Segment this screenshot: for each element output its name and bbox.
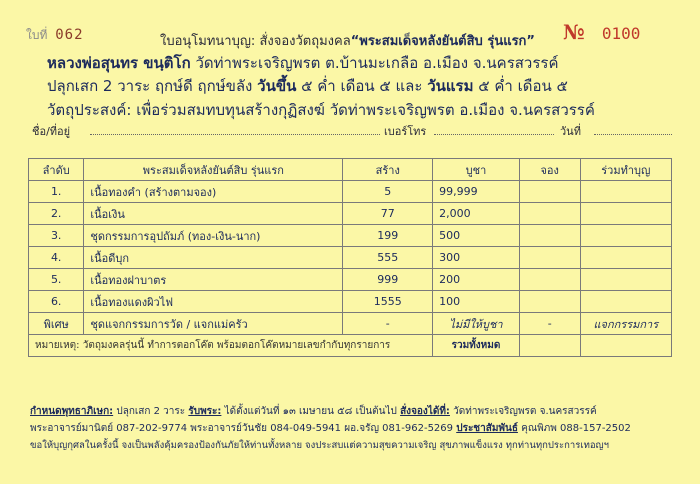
row-price: 500 — [433, 225, 520, 247]
special-label: พิเศษ — [29, 313, 84, 335]
special-item: ชุดแจกกรรมการวัด / แจกแม่ครัว — [84, 313, 343, 335]
serial-symbol: № — [563, 20, 585, 44]
table-header-row — [29, 159, 672, 181]
ceremony-text-1: ปลุกเสก 2 วาระ ฤกษ์ดี ฤกษ์ขลัง — [47, 77, 253, 95]
row-made: 77 — [343, 203, 433, 225]
row-no: 4. — [29, 247, 84, 269]
date-label: วันที่ — [560, 125, 581, 138]
footer-schedule — [30, 404, 680, 419]
row-made: 5 — [343, 181, 433, 203]
row-reserve-cell[interactable] — [519, 181, 580, 203]
ceremony-day-1: วันขึ้น — [257, 77, 297, 95]
special-reserve: - — [519, 313, 580, 335]
table-row — [29, 181, 672, 203]
book-number-label: ใบที่ — [26, 28, 48, 42]
table-row — [29, 225, 672, 247]
row-reserve-cell[interactable] — [519, 291, 580, 313]
schedule-label: กำหนดพุทธาภิเษก: — [30, 406, 114, 417]
receive-text: ได้ตั้งแต่วันที่ ๑๓ เมษายน ๕๘ เป็นต้นไป — [224, 406, 397, 417]
ceremony-text-3: ๕ ค่ำ เดือน ๕ — [478, 77, 568, 95]
contacts-text: พระอาจารย์มานิตย์ 087-202-9774 พระอาจารย์วันชัย 084-049-5941 ผอ.จรัญ 081-962-5269 — [30, 423, 454, 434]
name-address-label: ชื่อ/ที่อยู่ — [32, 125, 71, 138]
receive-label: รับพระ: — [188, 406, 222, 417]
serial-number — [563, 20, 640, 44]
serial-value: 0100 — [601, 24, 641, 43]
ceremony-text-2: ๕ ค่ำ เดือน ๕ และ — [301, 77, 423, 95]
row-merit-cell[interactable] — [580, 203, 671, 225]
title-prefix: ใบอนุโมทนาบุญ: สั่งจองวัตถุมงคล — [160, 34, 351, 49]
table-row — [29, 269, 672, 291]
total-label: รวมทั้งหมด — [433, 335, 520, 357]
row-price: 100 — [433, 291, 520, 313]
total-reserve-cell[interactable] — [519, 335, 580, 357]
row-item: เนื้อดีบุก — [84, 247, 343, 269]
pr-text: คุณพิภพ 088-157-2502 — [521, 423, 631, 434]
special-merit: แจกกรรมการ — [580, 313, 671, 335]
table-row — [29, 247, 672, 269]
monk-temple-line — [47, 51, 559, 75]
row-made: 1555 — [343, 291, 433, 313]
note-row — [29, 335, 672, 357]
ceremony-line — [47, 74, 568, 98]
row-made: 199 — [343, 225, 433, 247]
col-header-merit: ร่วมทำบุญ — [580, 159, 671, 181]
col-header-reserve: จอง — [519, 159, 580, 181]
row-no: 1. — [29, 181, 84, 203]
special-row — [29, 313, 672, 335]
row-item: เนื้อเงิน — [84, 203, 343, 225]
schedule-text: ปลุกเสก 2 วาระ — [116, 406, 186, 417]
purpose-line: วัตถุประสงค์: เพื่อร่วมสมทบทุนสร้างกุฏิสงฆ์ วัดท่าพระเจริญพรต อ.เมือง จ.นครสวรรค์ — [47, 101, 595, 119]
footer-blessing: ขอให้บุญกุศลในครั้งนี้ จงเป็นพลังคุ้มครองป้องกันภัยให้ท่านทั้งหลาย จงประสบแต่ความสุขความเจริญ สุขภาพแข็งแรง ทุกท่านทุกประการเทอญฯ — [30, 440, 609, 451]
row-price: 99,999 — [433, 181, 520, 203]
row-item: เนื้อทองฝาบาตร — [84, 269, 343, 291]
row-item: ชุดกรรมการอุปถัมภ์ (ทอง-เงิน-นาก) — [84, 225, 343, 247]
row-no: 5. — [29, 269, 84, 291]
col-header-made: สร้าง — [343, 159, 433, 181]
ceremony-day-2: วันแรม — [427, 77, 474, 95]
monk-name: หลวงพ่อสุนทร ขนฺติโก — [47, 54, 191, 72]
row-price: 2,000 — [433, 203, 520, 225]
row-item — [84, 181, 343, 203]
book-number — [26, 26, 84, 45]
title-amulet-name: “พระสมเด็จหลังยันต์สิบ รุ่นแรก” — [350, 34, 535, 49]
col-header-item: พระสมเด็จหลังยันต์สิบ รุ่นแรก — [84, 159, 343, 181]
row-no: 2. — [29, 203, 84, 225]
date-field[interactable] — [594, 134, 672, 135]
amulet-order-table — [28, 158, 672, 357]
row-price: 200 — [433, 269, 520, 291]
table-row — [29, 291, 672, 313]
row-merit-cell[interactable] — [580, 247, 671, 269]
row-no: 3. — [29, 225, 84, 247]
row-reserve-cell[interactable] — [519, 247, 580, 269]
note-text: หมายเหตุ: วัตถุมงคลรุ่นนี้ ทำการตอกโค๊ต พร้อมตอกโค๊ตหมายเลขกำกับทุกรายการ — [29, 335, 433, 357]
col-header-no: ลำดับ — [29, 159, 84, 181]
special-made: - — [343, 313, 433, 335]
col-header-price: บูชา — [433, 159, 520, 181]
phone-field[interactable] — [434, 134, 554, 135]
row-price: 300 — [433, 247, 520, 269]
receipt-title — [160, 30, 535, 51]
row-merit-cell[interactable] — [580, 225, 671, 247]
row-merit-cell[interactable] — [580, 291, 671, 313]
row-made: 555 — [343, 247, 433, 269]
pr-label: ประชาสัมพันธ์ — [456, 423, 518, 434]
book-number-value: 062 — [55, 27, 84, 43]
row-reserve-cell[interactable] — [519, 269, 580, 291]
row-reserve-cell[interactable] — [519, 203, 580, 225]
temple-address: วัดท่าพระเจริญพรต ต.บ้านมะเกลือ อ.เมือง จ.นครสวรรค์ — [195, 54, 559, 72]
table-row — [29, 203, 672, 225]
phone-label: เบอร์โทร — [384, 125, 427, 138]
row-item-name: เนื้อทองคำ — [90, 185, 142, 199]
row-made: 999 — [343, 269, 433, 291]
row-reserve-cell[interactable] — [519, 225, 580, 247]
row-merit-cell[interactable] — [580, 269, 671, 291]
row-no: 6. — [29, 291, 84, 313]
order-text: วัดท่าพระเจริญพรต จ.นครสวรรค์ — [453, 406, 597, 417]
order-label: สั่งจองได้ที่: — [400, 406, 450, 417]
special-price: ไม่มีให้บูชา — [433, 313, 520, 335]
row-item: เนื้อทองแดงผิวไฟ — [84, 291, 343, 313]
footer-contacts — [30, 421, 680, 436]
name-address-field[interactable] — [90, 134, 380, 135]
row-merit-cell[interactable] — [580, 181, 671, 203]
row-item-note: (สร้างตามจอง) — [144, 185, 217, 199]
contact-fields — [32, 122, 672, 140]
total-merit-cell[interactable] — [580, 335, 671, 357]
